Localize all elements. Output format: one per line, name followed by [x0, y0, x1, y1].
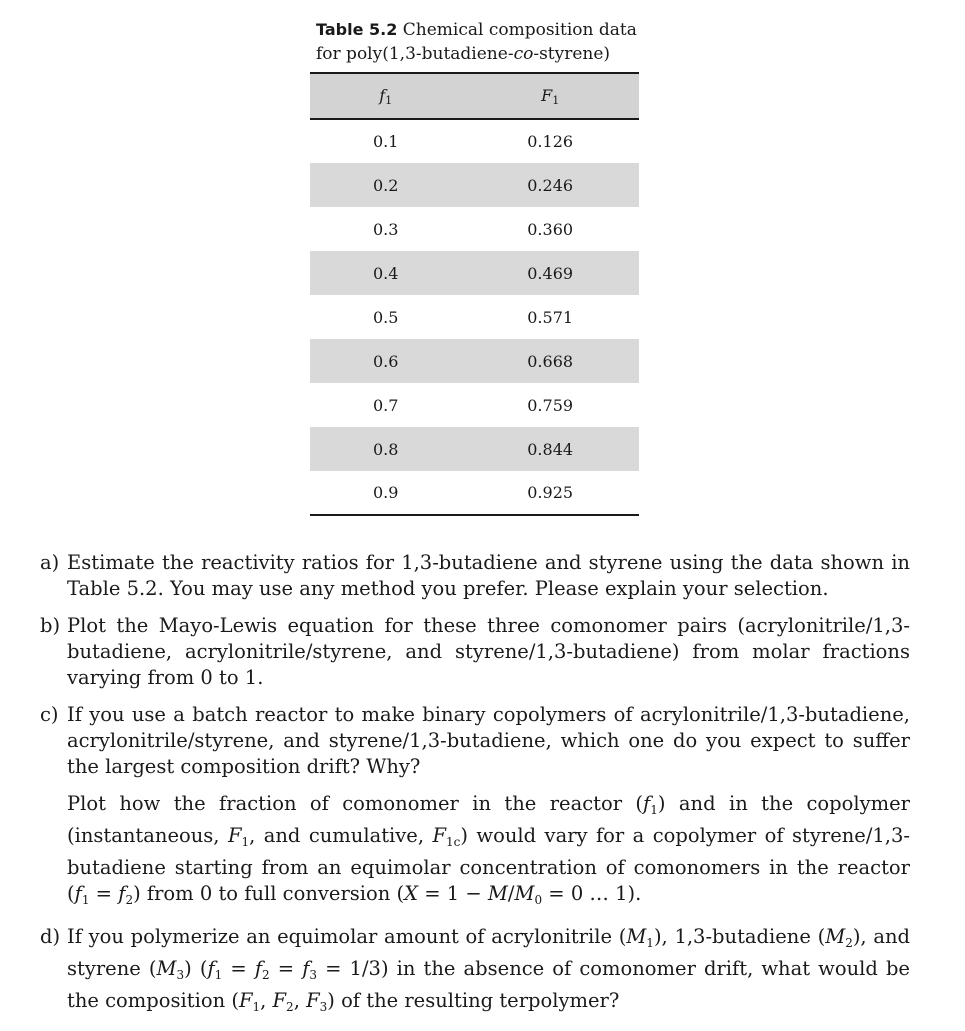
cell-F1: 0.759 — [527, 395, 574, 415]
table-row — [310, 251, 639, 295]
table-row — [310, 339, 639, 383]
question-label: c) — [40, 703, 59, 726]
cell-f1: 0.5 — [372, 307, 399, 327]
table-row — [310, 163, 639, 207]
cell-f1: 0.9 — [372, 483, 399, 502]
cell-f1: 0.6 — [372, 351, 399, 371]
question-text: Plot the Mayo-Lewis equation for these three comonomer pairs (acrylonitrile/1,3-butadiene, acrylonitrile/styrene, and styrene/1,3-butadiene) from molar fractions varying from 0 to 1. — [67, 614, 910, 689]
question-a — [40, 550, 910, 602]
cell-F1: 0.469 — [527, 263, 574, 283]
table-row — [310, 471, 639, 515]
table-row — [310, 119, 639, 163]
cell-f1: 0.2 — [372, 175, 399, 195]
question-c — [40, 702, 910, 913]
table-caption — [316, 18, 656, 66]
cell-f1: 0.4 — [372, 263, 399, 283]
cell-f1: 0.7 — [372, 395, 399, 415]
question-label: a) — [40, 551, 60, 574]
table-header-row — [310, 73, 639, 119]
cell-F1: 0.246 — [527, 175, 574, 195]
cell-F1: 0.925 — [527, 483, 574, 502]
table-row — [310, 383, 639, 427]
caption-text-end: -styrene) — [533, 44, 611, 64]
composition-table — [310, 72, 639, 516]
question-text: Estimate the reactivity ratios for 1,3-butadiene and styrene using the data shown in Table 5.2. You may use any method you prefer. Please explain your selection. — [67, 551, 910, 600]
cell-f1: 0.8 — [372, 439, 399, 459]
table-row — [310, 295, 639, 339]
header-F1: $F_1$ — [461, 73, 639, 119]
cell-F1: 0.844 — [527, 439, 574, 459]
question-text-plot: Plot how the fraction of comonomer in the reactor $(f_1)$ and in the copolymer (instantaneous, $F_1$, and cumulative, $F_{1c}$) would vary for a copolymer of styrene/1,3-butadiene starting from an equimolar concentration of comonomers in the reactor $(f_1 = f_2)$ from 0 to full conversion ($X = 1 - M/M_0 = 0$ … 1). — [67, 792, 911, 907]
question-list — [40, 550, 910, 1031]
cell-F1: 0.668 — [527, 351, 574, 371]
cell-F1: 0.571 — [527, 307, 574, 327]
question-text: If you polymerize an equimolar amount of acrylonitrile $(M_1)$, 1,3-butadiene $(M_2)$, and styrene $(M_3) (f_1 = f_2 = f_3 = 1/3)$ in the absence of comonomer drift, what would be the composition ($F_1$, $F_2$, $F_3$) of the resulting terpolymer? — [67, 925, 910, 1014]
question-b — [40, 613, 910, 691]
cell-F1: 0.126 — [527, 132, 574, 151]
question-label: d) — [40, 925, 61, 948]
cell-f1: 0.1 — [372, 132, 399, 151]
cell-f1: 0.3 — [372, 219, 399, 239]
question-text: If you use a batch reactor to make binary copolymers of acrylonitrile/1,3-butadiene, acrylonitrile/styrene, and styrene/1,3-butadiene, which one do you expect to suffer the largest composition drift? Why? — [67, 703, 910, 778]
cell-F1: 0.360 — [527, 219, 574, 239]
table-row — [310, 427, 639, 471]
caption-text: Chemical composition data for poly(1,3-butadiene- — [316, 20, 637, 64]
header-f1: $f_1$ — [310, 73, 461, 119]
question-label: b) — [40, 614, 61, 637]
table-label: Table 5.2 — [316, 20, 398, 39]
question-d — [40, 924, 910, 1020]
table-row — [310, 207, 639, 251]
caption-italic: co — [513, 44, 534, 64]
